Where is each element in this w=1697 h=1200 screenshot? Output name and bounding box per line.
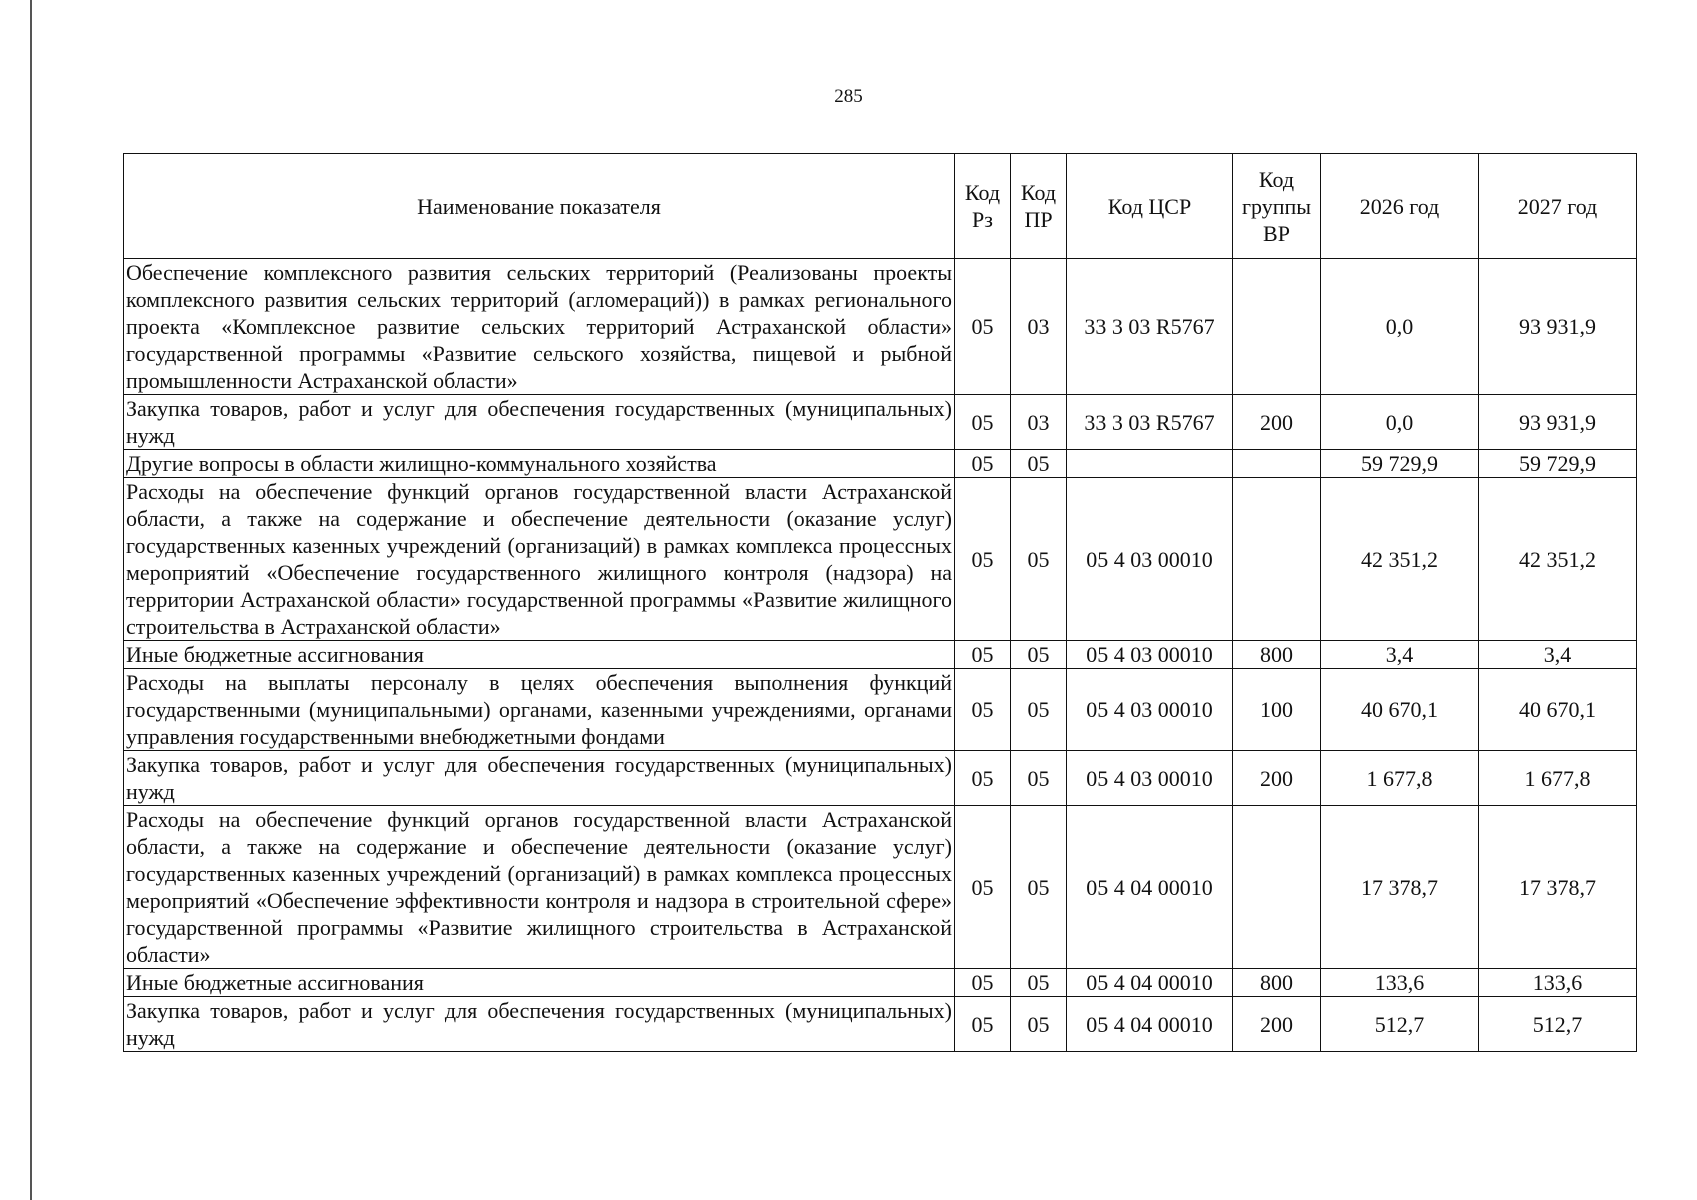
- cell-pr: 05: [1011, 478, 1067, 641]
- cell-2026: 1 677,8: [1321, 751, 1479, 806]
- header-csr: Код ЦСР: [1067, 154, 1233, 259]
- header-vr: Код группы ВР: [1233, 154, 1321, 259]
- header-2027: 2027 год: [1479, 154, 1637, 259]
- cell-2027: 17 378,7: [1479, 806, 1637, 969]
- cell-name: Закупка товаров, работ и услуг для обеспечения государственных (муниципальных) нужд: [124, 997, 955, 1052]
- binding-edge-line: [30, 0, 32, 1200]
- table-row: [124, 641, 1637, 669]
- cell-vr: 200: [1233, 395, 1321, 450]
- cell-csr: 05 4 04 00010: [1067, 969, 1233, 997]
- cell-2027: 93 931,9: [1479, 395, 1637, 450]
- cell-2027: 59 729,9: [1479, 450, 1637, 478]
- cell-name: Расходы на обеспечение функций органов государственной власти Астраханской области, а также на содержание и обеспечение деятельности (оказание услуг) государственных казенных учреждений (организаций) в рамках комплекса процессных мероприятий «Обеспечение эффективности контроля и надзора в строительной сфере» государственной программы «Развитие жилищного строительства в Астраханской области»: [124, 806, 955, 969]
- table-row: [124, 806, 1637, 969]
- cell-rz: 05: [955, 478, 1011, 641]
- cell-csr: [1067, 450, 1233, 478]
- cell-2027: 133,6: [1479, 969, 1637, 997]
- header-2026: 2026 год: [1321, 154, 1479, 259]
- cell-pr: 05: [1011, 997, 1067, 1052]
- table-row: [124, 259, 1637, 395]
- header-rz: Код Рз: [955, 154, 1011, 259]
- cell-rz: 05: [955, 395, 1011, 450]
- cell-name: Расходы на обеспечение функций органов государственной власти Астраханской области, а также на содержание и обеспечение деятельности (оказание услуг) государственных казенных учреждений (организаций) в рамках комплекса процессных мероприятий «Обеспечение государственного жилищного контроля (надзора) на территории Астраханской области» государственной программы «Развитие жилищного строительства в Астраханской области»: [124, 478, 955, 641]
- cell-name: Закупка товаров, работ и услуг для обеспечения государственных (муниципальных) нужд: [124, 751, 955, 806]
- cell-2027: 42 351,2: [1479, 478, 1637, 641]
- cell-name: Закупка товаров, работ и услуг для обеспечения государственных (муниципальных) нужд: [124, 395, 955, 450]
- cell-rz: 05: [955, 997, 1011, 1052]
- cell-vr: 200: [1233, 751, 1321, 806]
- cell-rz: 05: [955, 969, 1011, 997]
- cell-csr: 05 4 03 00010: [1067, 669, 1233, 751]
- cell-2027: 93 931,9: [1479, 259, 1637, 395]
- cell-vr: [1233, 478, 1321, 641]
- cell-2026: 0,0: [1321, 395, 1479, 450]
- cell-rz: 05: [955, 641, 1011, 669]
- table-row: [124, 450, 1637, 478]
- cell-csr: 05 4 03 00010: [1067, 751, 1233, 806]
- table-header-row: [124, 154, 1637, 259]
- cell-2026: 17 378,7: [1321, 806, 1479, 969]
- cell-2026: 40 670,1: [1321, 669, 1479, 751]
- cell-2026: 42 351,2: [1321, 478, 1479, 641]
- cell-2027: 1 677,8: [1479, 751, 1637, 806]
- cell-vr: 200: [1233, 997, 1321, 1052]
- cell-csr: 05 4 04 00010: [1067, 997, 1233, 1052]
- table-body: [124, 259, 1637, 1052]
- cell-pr: 05: [1011, 641, 1067, 669]
- cell-vr: [1233, 806, 1321, 969]
- cell-vr: 800: [1233, 969, 1321, 997]
- cell-csr: 05 4 03 00010: [1067, 478, 1233, 641]
- cell-pr: 03: [1011, 395, 1067, 450]
- cell-vr: 100: [1233, 669, 1321, 751]
- cell-vr: 800: [1233, 641, 1321, 669]
- cell-rz: 05: [955, 806, 1011, 969]
- cell-csr: 05 4 04 00010: [1067, 806, 1233, 969]
- cell-2026: 0,0: [1321, 259, 1479, 395]
- cell-2027: 3,4: [1479, 641, 1637, 669]
- cell-pr: 03: [1011, 259, 1067, 395]
- table-row: [124, 478, 1637, 641]
- cell-2027: 40 670,1: [1479, 669, 1637, 751]
- table-row: [124, 997, 1637, 1052]
- cell-pr: 05: [1011, 806, 1067, 969]
- cell-2026: 133,6: [1321, 969, 1479, 997]
- cell-name: Другие вопросы в области жилищно-коммунального хозяйства: [124, 450, 955, 478]
- cell-csr: 05 4 03 00010: [1067, 641, 1233, 669]
- cell-2026: 59 729,9: [1321, 450, 1479, 478]
- cell-pr: 05: [1011, 751, 1067, 806]
- cell-pr: 05: [1011, 969, 1067, 997]
- table-row: [124, 669, 1637, 751]
- budget-table: [123, 153, 1637, 1052]
- cell-pr: 05: [1011, 450, 1067, 478]
- header-pr: Код ПР: [1011, 154, 1067, 259]
- cell-2027: 512,7: [1479, 997, 1637, 1052]
- page-number: 285: [834, 86, 863, 107]
- table-row: [124, 969, 1637, 997]
- cell-pr: 05: [1011, 669, 1067, 751]
- cell-name: Иные бюджетные ассигнования: [124, 969, 955, 997]
- cell-csr: 33 3 03 R5767: [1067, 395, 1233, 450]
- table-row: [124, 395, 1637, 450]
- cell-rz: 05: [955, 450, 1011, 478]
- cell-vr: [1233, 450, 1321, 478]
- table-row: [124, 751, 1637, 806]
- cell-rz: 05: [955, 259, 1011, 395]
- cell-name: Иные бюджетные ассигнования: [124, 641, 955, 669]
- cell-name: Расходы на выплаты персоналу в целях обеспечения выполнения функций государственными (муниципальными) органами, казенными учреждениями, органами управления государственными внебюджетными фондами: [124, 669, 955, 751]
- cell-2026: 3,4: [1321, 641, 1479, 669]
- cell-rz: 05: [955, 669, 1011, 751]
- cell-csr: 33 3 03 R5767: [1067, 259, 1233, 395]
- cell-2026: 512,7: [1321, 997, 1479, 1052]
- cell-vr: [1233, 259, 1321, 395]
- cell-rz: 05: [955, 751, 1011, 806]
- header-name: Наименование показателя: [124, 154, 955, 259]
- cell-name: Обеспечение комплексного развития сельских территорий (Реализованы проекты комплексного развития сельских территорий (агломераций)) в рамках регионального проекта «Комплексное развитие сельских территорий Астраханской области» государственной программы «Развитие сельского хозяйства, пищевой и рыбной промышленности Астраханской области»: [124, 259, 955, 395]
